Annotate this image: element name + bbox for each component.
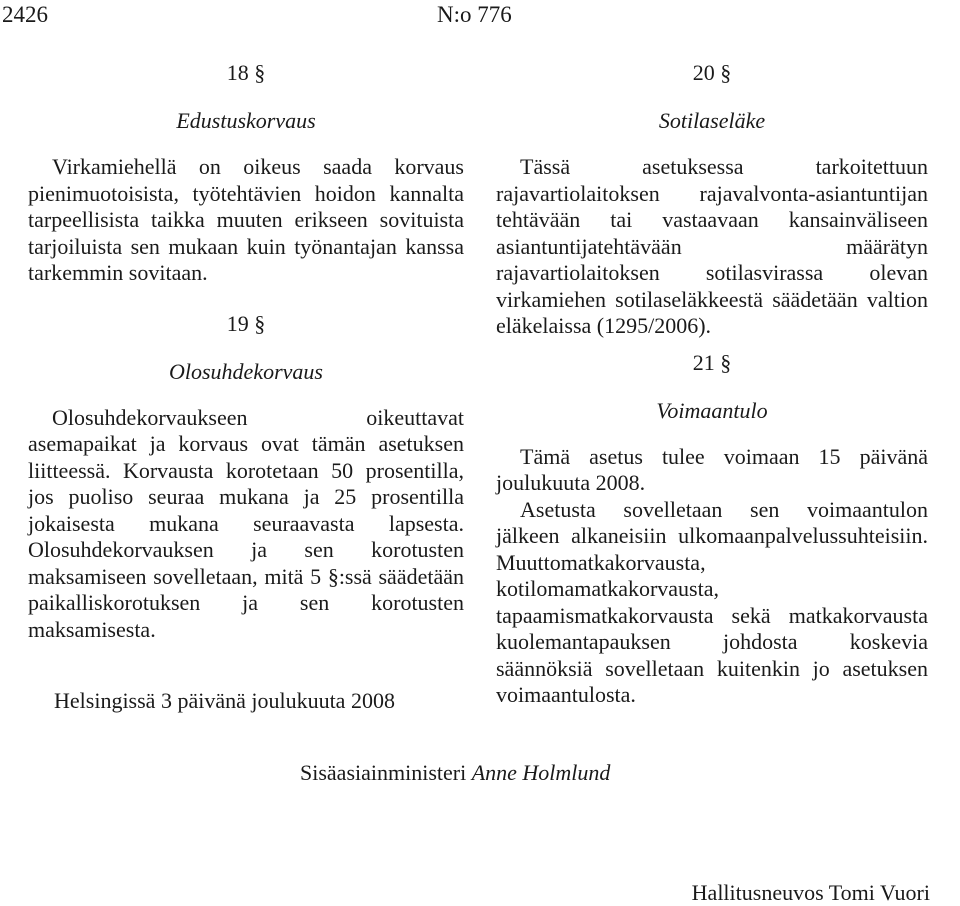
section-19-number: 19 § [226, 310, 266, 336]
minister-name: Anne Holmlund [471, 760, 611, 785]
section-20-title: Sotilaseläke [658, 108, 766, 133]
issue-number: N:o 776 [437, 2, 512, 27]
counsellor-signature: Hallitusneuvos Tomi Vuori [691, 880, 930, 905]
section-18-text: Virkamiehellä on oikeus saada korvaus pienimuotoisista, työtehtävien hoidon kannalta tarpeellisista taikka muuten erikseen sovituista tarjoiluista sen mukaan kuin työnantajan kanssa tarkemmin sovitaan. [28, 154, 464, 285]
section-19-title: Olosuhdekorvaus [169, 358, 323, 384]
section-21-paragraph-1: Tämä asetus tulee voimaan 15 päivänä joulukuuta 2008. [496, 443, 928, 495]
section-19-text: Olosuhdekorvaukseen oikeuttavat asemapaikat ja korvaus ovat tämän asetuksen liitteessä. Korvausta korotetaan 50 prosentilla, jos puoliso seuraa mukana ja 25 prosentilla jokaisesta mukana seuraavasta lapsesta. Olosuhdekorvauksen ja sen korotusten maksamiseen sovelletaan, mitä 5 §:ssä säädetään paikalliskorotuksen ja sen korotusten maksamisesta. [28, 404, 464, 642]
left-column [28, 58, 464, 643]
section-21-paragraph-2: Asetusta sovelletaan sen voimaantulon jälkeen alkaneisiin ulkomaanpalvelussuhteisiin. Muuttomatkakorvausta, kotilomamatkakorvausta, tapaamismatkakorvausta sekä matkakorvausta kuolemantapauksen johdosta koskevia säännöksiä sovelletaan kuitenkin jo asetuksen voimaantulosta. [496, 496, 928, 707]
section-21-number: 21 § [692, 349, 732, 375]
minister-signature [300, 760, 610, 786]
section-20-number: 20 § [692, 60, 732, 85]
place-date: Helsingissä 3 päivänä joulukuuta 2008 [54, 688, 395, 713]
right-column [496, 58, 928, 709]
page-number: 2426 [2, 2, 48, 27]
section-21-title: Voimaantulo [656, 397, 768, 423]
section-18-title: Edustuskorvaus [176, 108, 316, 133]
section-18-number: 18 § [226, 60, 266, 85]
minister-title: Sisäasiainministeri [300, 760, 467, 785]
section-20-text: Tässä asetuksessa tarkoitettuun rajavartiolaitoksen rajavalvonta-asiantuntijan tehtävään tai vastaavaan kansainväliseen asiantuntijatehtävään määrätyn rajavartiolaitoksen sotilasvirassa olevan virkamiehen sotilaseläkkeestä säädetään valtion eläkelaissa (1295/2006). [496, 154, 928, 338]
